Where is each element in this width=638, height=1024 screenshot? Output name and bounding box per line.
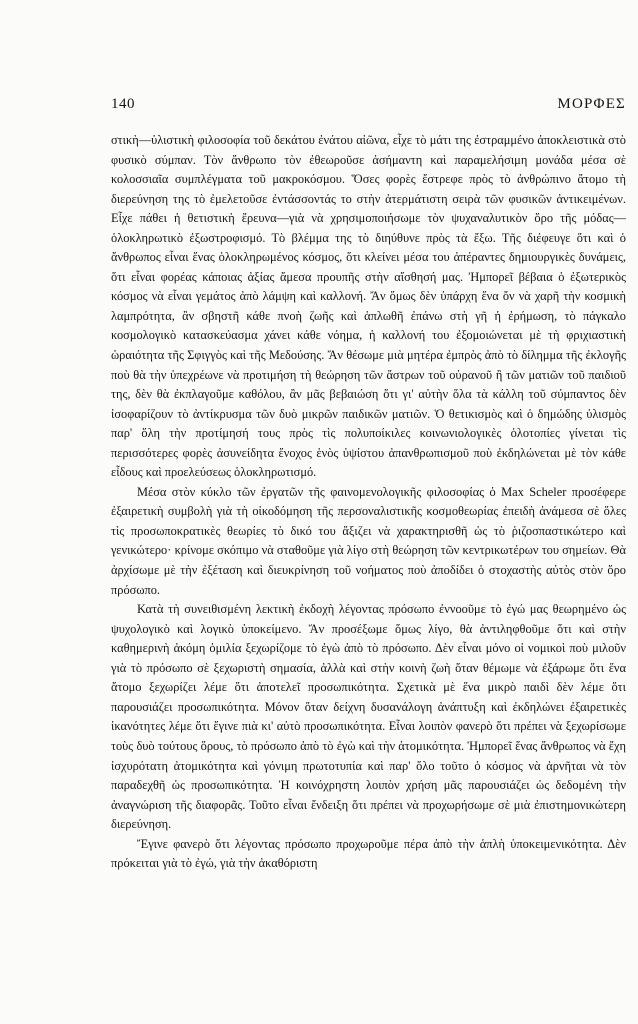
paragraph-continuation: στικὴ—ὑλιστικὴ φιλοσοφία τοῦ δεκάτου ἐνάτου αἰῶνα, εἶχε τὸ μάτι της ἐστραμμένο ἀποκλειστικὰ στὸ φυσικὸ σύμπαν. Τὸν ἄνθρωπο τὸν ἐθεωροῦσε ἀσήμαντη καὶ παραμελήσιμη μονάδα μέσα σὲ κολοσσιαῖα συμπλέγματα τοῦ μακροκόσμου. Ὅσες φορὲς ἔστρεφε πρὸς τὸ ἀνθρώπινο ἄτομο τὴ διερεύνηση της τὸ ἐμελετοῦσε ἐντάσσοντάς το στὴν ἀτερμάτιστη σειρὰ τῶν φυσικῶν ἀντικειμένων. Εἶχε πάθει ἡ θετιστικὴ ἔρευνα—γιὰ νὰ χρησιμοποιήσωμε τὸν ψυχαναλυτικὸν ὅρο τῆς μόδας—ὁλοκληρωτικὸ ἐξωστροφισμό. Τὸ βλέμμα της τὸ διηύθυνε πρὸς τὰ ἔξω. Τῆς διέφευγε ὅτι καὶ ὁ ἄνθρωπος εἶναι ἕνας ὁλοκληρωμένος κόσμος, ὅτι κλείνει μέσα του ἀπέραντες δημιουργικὲς δυνάμεις, ὅτι εἶναι φορέας κάποιας ἀξίας ἄμεσα προυπῆς στὴν αἴσθησή μας. Ἠμπορεῖ βέβαια ὁ ἐξωτερικὸς κόσμος νὰ εἶναι γεμάτος ἀπὸ λάμψη καὶ καλλονή. Ἄν ὅμως δὲν ὑπάρχη ἕνα ὄν νὰ χαρῆ τὴν κοσμικὴ λαμπρότητα, ἂν σβηστῆ κάθε πνοὴ ζωῆς καὶ ἁπλωθῆ ἐπάνω στὴ γῆ ἡ ἐρήμωση, τὸ πάγκαλο κοσμολογικὸ κατασκεύασμα χάνει κάθε νόημα, ἡ καλλονή του ἐξομοιώνεται μὲ τὴ φριχιαστικὴ ὡραιότητα τῆς Σφιγγὸς καὶ τῆς Μεδούσης. Ἄν θέσωμε μιὰ μητέρα ἐμπρὸς ἀπὸ τὸ δίλημμα τῆς ἐκλογῆς ποὺ θὰ τὴν ὑπεχρέωνε νὰ προτιμήση τὴ θεώρηση τῶν ἄστρων τοῦ οὐρανοῦ ἢ τῶν ματιῶν τοῦ παιδιοῦ της, δὲν θὰ ἐκπλαγοῦμε καθόλου, ἂν μᾶς βεβαιώση ὅτι γι' αὐτὴν ὅλα τὰ κάλλη τοῦ σύμπαντος δὲν ἰσοφαρίζουν τὸ ἀντίκρυσμα τῶν δυὸ μικρῶν παιδικῶν ματιῶν. Ὁ θετικισμὸς καὶ ὁ δημώδης ὑλισμὸς παρ' ὅλη τὴν προτίμησή τους πρὸς τὶς πολυποίκιλες κοινωνιολογικὲς ὁλοτοπίες γίνεται τὶς περισσότερες φορὲς ἀσυνείδητα ἔνοχος ἑνὸς ὑψίστου ἀπανθρωπισμοῦ ποὺ ἐκδηλώνεται μὲ τὸν κάθε εἶδους καὶ προελεύσεως ὁλοκληρωτισμό. [111, 133, 626, 480]
text-column [111, 131, 626, 874]
paragraph-person-definition: Κατὰ τὴ συνειθισμένη λεκτικὴ ἐκδοχὴ λέγοντας πρόσωπο ἐννοοῦμε τὸ ἐγώ μας θεωρημένο ὡς ψυχολογικὸ καὶ λογικὸ ὑποκείμενο. Ἄν προσέξωμε ὅμως λίγο, θὰ ἀντιληφθοῦμε ὅτι καὶ στὴν καθημερινὴ ἀκόμη ὁμιλία ξεχωρίζομε τὸ ἐγὼ ἀπὸ τὸ πρόσωπο. Δὲν εἶναι μόνο οἱ νομικοὶ ποὺ μιλοῦν γιὰ τὸ πρόσωπο σὲ ξεχωριστὴ σημασία, ἀλλὰ καὶ στὴν κοινὴ ζωὴ ὅταν θέμωμε νὰ ἐξάρωμε ὅτι ἕνα ἄτομο ξεχωρίζει λέμε ὅτι ἀποτελεῖ προσωπικότητα. Σχετικὰ μὲ ἕνα μικρὸ παιδὶ δὲν λέμε ὅτι παρουσιάζει προσωπικότητα. Μόνον ὅταν δείχνη δυσανάλογη ἀνάπτυξη καὶ ἐκδηλώνει ἐξαιρετικὲς ἱκανότητες λέμε ὅτι ἔγινε πιὰ κι' αὐτὸ προσωπικότητα. Εἶναι λοιπὸν φανερὸ ὅτι πρέπει νὰ ξεχωρίσωμε τοὺς δυὸ τούτους ὅρους, τὸ πρόσωπο ἀπὸ τὸ ἐγὼ καὶ τὴν ἀτομικότητα. Ἠμπορεῖ ἕνας ἄνθρωπος νὰ ἔχη ἰσχυρότατη ἀτομικότητα καὶ γόνιμη πρωτοτυπία καὶ παρ' ὅλο τοῦτο ὁ κόσμος νὰ ἀρνῆται νὰ τὸν παραδεχθῆ ὡς προσωπικότητα. Ἡ κοινόχρηστη λοιπὸν χρήση μᾶς παρουσιάζει ὡς δεδομένη τὴν ἀναγνώριση τῆς διαφορᾶς. Τοῦτο εἶναι ἔνδειξη ὅτι πρέπει νὰ προχωρήσωμε σὲ μιὰ ἐπιστημονικώτερη διερεύνηση. [111, 602, 626, 832]
page-header [111, 96, 626, 116]
page-number: 140 [111, 96, 135, 112]
paragraph-subjectivity: Ἔγινε φανερὸ ὅτι λέγοντας πρόσωπο προχωροῦμε πέρα ἀπὸ τὴν ἁπλὴ ὑποκειμενικότητα. Δὲν πρόκειται γιὰ τὸ ἐγώ, γιὰ τὴν ἀκαθόριστη [111, 836, 626, 871]
running-title: ΜΟΡΦΕΣ [557, 96, 626, 112]
paragraph-scheler: Μέσα στὸν κύκλο τῶν ἐργατῶν τῆς φαινομενολογικῆς φιλοσοφίας ὁ Max Scheler προσέφερε ἐξαιρετικὴ συμβολὴ γιὰ τὴ οἰκοδόμηση τῆς περσοναλιστικῆς κοσμοθεωρίας ἐπειδὴ ἀνάμεσα σὲ ὅλες τὶς προσωποκρατικὲς θεωρίες τὸ δικό του ἄξιζει νὰ χαρακτηρισθῆ ὡς τὸ ῥιζοσπαστικώτερο καὶ γενικώτερο· κρίνομε σκόπιμο νὰ σταθοῦμε γιὰ λίγο στὴ θεώρηση τῶν κεντρικωτέρων του σημείων. Θὰ ἀρχίσωμε μὲ τὴν ἐξέταση καὶ διευκρίνηση τοῦ νοήματος ποὺ ἀποδίδει ὁ στοχαστὴς αὐτὸς στὸν ὅρο πρόσωπο. [111, 484, 626, 597]
